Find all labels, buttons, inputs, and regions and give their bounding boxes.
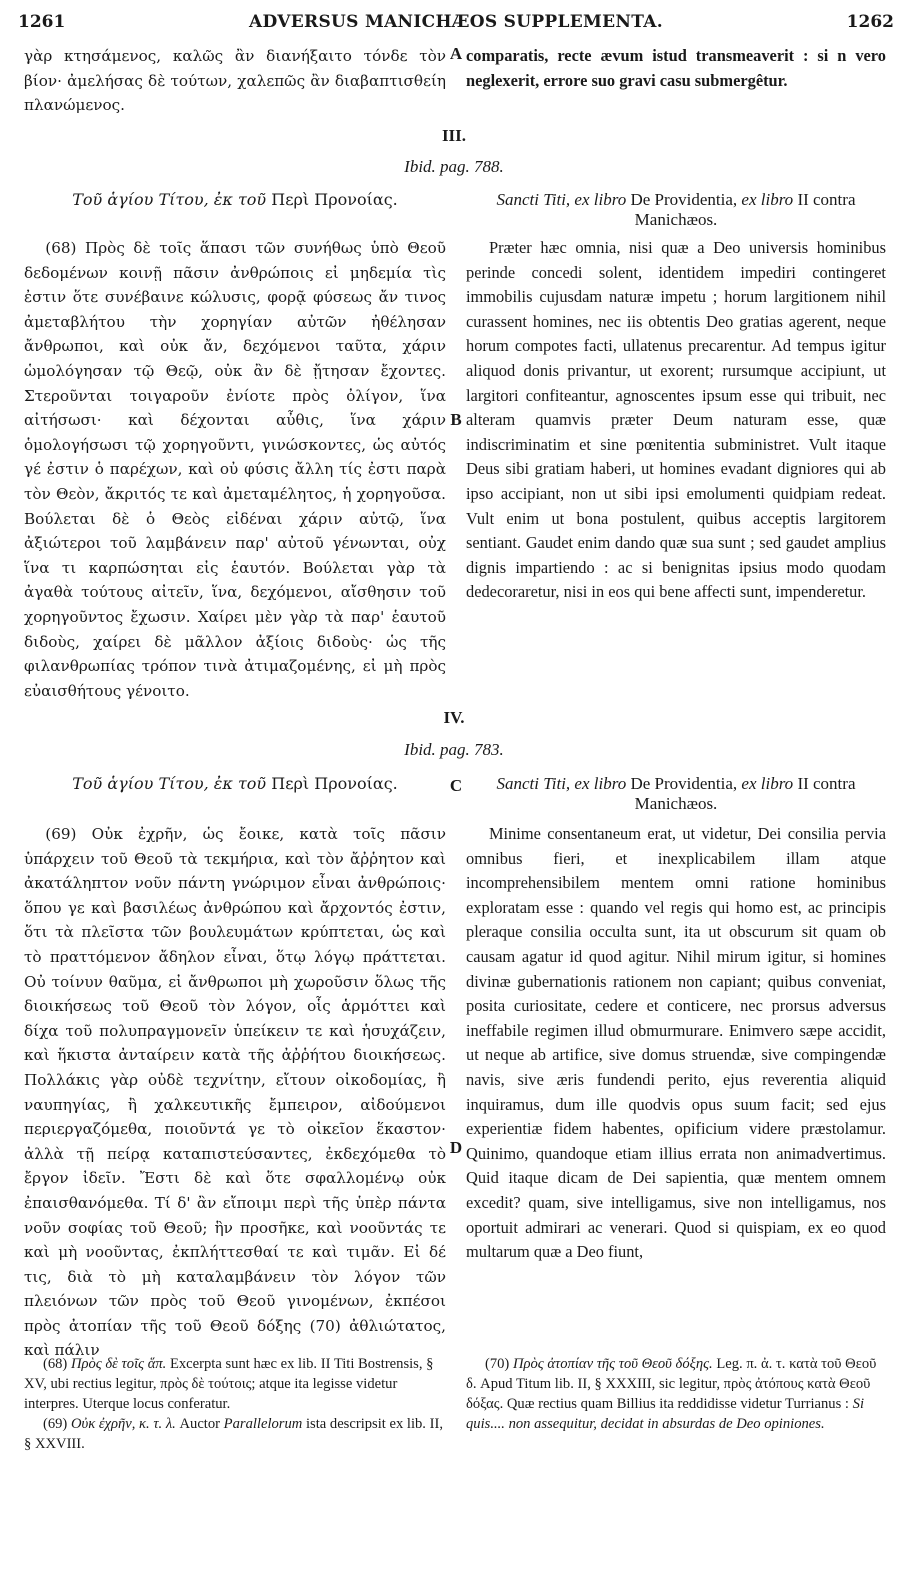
latin-title-iv-work: De Providentia, [630, 774, 738, 793]
latin-text-iv [466, 822, 886, 1265]
latin-title-iii-lead: Sancti Titi, ex libro [496, 190, 627, 209]
footnote-69-text: Auctor [179, 1416, 221, 1432]
footnote-70 [466, 1354, 886, 1434]
footnote-68-number: (68) [42, 1356, 68, 1372]
latin-text-iii [466, 236, 886, 605]
footnote-68-lemma: Πρὸς δὲ τοῖς ἅπ. [70, 1356, 167, 1372]
latin-title-iv-tail: ex libro [741, 774, 794, 793]
latin-paragraph-iv: Minime consentaneum erat, ut videtur, Dei consilia pervia omnibus fieri, et inexplicabilem illam atque incomprehensibilem mentem omni ratione hominibus exploratam esse : quando vel regis qui homo est, ac principis pleraque consilia occulta sunt, ita ut obscurum sit quam ob causam agatur id quod agitur. Nihil mirum igitur, si homines divinæ gubernationis rationem non capiant; quibus conveniat, posita curiositate, cedere et conticere, nec prorsus adversus ineffabile regimen illud obmurmurare. Enimvero sæpe accidit, ut neque ab artifice, sive domus struendæ, sive compingendæ navis, sive æris fundendi perito, ejus reverentia aliquid inquiramus, dum ille quodvis opus suum facit; sed ejus experientiæ fidem habentes, opificium videre præstolamur. Quinimo, quandoque etiam illius errata non animadvertimus. Quid itaque dicam de Dei sapientia, quæ mentem omnem excedit? quam, sive intelligamus, sive non intelligamus, nos oportuit admirari ac venerari. Quod si quispiam, ex eo quod multarum quæ a Deo fiunt, [466, 824, 886, 1262]
section-numeral-iii: III. [441, 126, 467, 145]
latin-continuation [466, 44, 886, 93]
footnote-69 [24, 1414, 444, 1454]
latin-title-iv [466, 774, 886, 814]
footnote-69-number: (69) [42, 1416, 68, 1432]
page-number-left: 1261 [18, 12, 66, 32]
greek-text-iii [24, 236, 446, 703]
greek-title-iii-main: Τοῦ ἁγίου Τίτου, ἐκ τοῦ [72, 190, 267, 209]
greek-title-iv-rest: Περὶ Προνοίας. [271, 774, 398, 793]
greek-title-iv [24, 774, 446, 794]
section-numeral-iv: IV. [443, 708, 465, 727]
footnote-69-italic: Parallelorum [223, 1416, 303, 1432]
greek-title-iii-rest: Περὶ Προνοίας. [271, 190, 398, 209]
footnote-69-source: ista descripsit ex lib. II, § XXVIII. [24, 1416, 443, 1452]
greek-continuation-text: γὰρ κτησάμενος, καλῶς ἂν διανήξαιτο τόνδε τὸν βίον· ἀμελήσας δὲ τούτων, χαλεπῶς ἂν διαβαπτισθείη πλανώμενος. [24, 47, 446, 115]
latin-continuation-text: comparatis, recte ævum istud transmeaverit : si n vero neglexerit, errore suo gravi casu submergêtur. [466, 46, 886, 90]
margin-marker-b: B [450, 410, 462, 429]
footnote-70-text: Leg. π. ἀ. τ. κατὰ τοῦ Θεοῦ δ. Apud Titum lib. II, § XXXIII, sic legitur, πρὸς ἀτόπους κατὰ Θεοῦ δόξας. Quæ rectius quam Billius ita reddidisse videtur Turrianus : [466, 1356, 877, 1412]
footnote-70-italic: Si quis.... non assequitur, decidat in absurdas de Deo opiniones. [466, 1396, 864, 1432]
footnote-68 [24, 1354, 444, 1414]
footnotes-left [24, 1354, 444, 1454]
section-iv-reference: Ibid. pag. 783. [404, 740, 504, 759]
latin-title-iv-book: II contra Manichæos. [634, 774, 856, 813]
greek-paragraph-69: (69) Οὐκ ἐχρῆν, ὡς ἔοικε, κατὰ τοῖς πᾶσιν ὑπάρχειν τοῦ Θεοῦ τὰ τεκμήρια, καὶ τὸν ἄῤῥητον καὶ ἀκατάληπτον νοῦν πάντη γνώριμον εἶναι ἀνθρώποις· ὅπου γε καὶ βασιλέως ἀνθρώπου καὶ ἄρχοντός ἐστιν, ὅτι τὰ πλεῖστα τῶν βουλευμάτων κρύπτεται, ὡς καὶ τὸ πραττόμενον ἄδηλον εἶναι, ὅτῳ λόγῳ πράττεται. Οὐ τοίνυν θαῦμα, εἰ ἄνθρωποι μὴ χωροῦσιν ὅλως τῆς διοικήσεως τοῦ Θεοῦ τὸν λόγον, οἷς ἁρμόττει καὶ δίχα τοῦ πολυπραγμονεῖν ὑπείκειν τε καὶ ἡσυχάζειν, καὶ ἥκιστα ἀνταίρειν κατὰ τῆς ἀῤῥήτου διοικήσεως. Πολλάκις γὰρ οὐδὲ τεχνίτην, εἴτουν οἰκοδομίας, ἢ ναυπηγίας, ἢ χαλκευτικῆς ἔμπειρον, αἰδούμενοι περιεργαζόμεθα, ποιοῦντά γε τὸ οἰκεῖον ἕκαστον· ἀλλὰ τῇ πείρᾳ καταπιστεύσαντες, ἐκδεχόμεθα τὸ ἔργον ἰδεῖν. Ἔστι δὲ καὶ ὅτε σφαλλομένῳ οὐκ ἐπαισθανόμεθα. Τί δ' ἂν εἴποιμι περὶ τῆς ὑπὲρ πάντα νοῦν σοφίας τοῦ Θεοῦ; ἣν προσῆκε, καὶ νοοῦντάς τε καὶ μὴ νοοῦντας, ἐκπλήττεσθαί τε καὶ τιμᾶν. Εἰ δέ τις, διὰ τὸ μὴ καταλαμβάνειν τὸν λόγον τῶν πλειόνων τῶν πρὸς τοῦ Θεοῦ γινομένων, ἐκπέσοι πρὸς ἀτοπίαν τῆς τοῦ Θεοῦ δόξης (70) ἀθλιώτατος, καὶ πάλιν [24, 825, 446, 1360]
latin-title-iii [466, 190, 886, 230]
footnotes-right [466, 1354, 886, 1434]
greek-text-iv [24, 822, 446, 1363]
section-iii-reference: Ibid. pag. 788. [404, 157, 504, 176]
running-title: ADVERSUS MANICHÆOS SUPPLEMENTA. [249, 12, 663, 32]
greek-title-iii [24, 190, 446, 210]
margin-marker-c: C [449, 776, 463, 795]
latin-title-iii-book: II contra Manichæos. [634, 190, 856, 229]
latin-paragraph-iii: Præter hæc omnia, nisi quæ a Deo universis hominibus perinde concedi solent, identidem impediri contingeret immobilis cujusdam naturæ impetu ; horum largitionem nihil curassent homines, nec iis obtentis Deo gratias agerent, neque horum compotes facti, ullatenus precarentur. Ad tempus igitur aliquod donis privantur, ut exorent; rursumque accipiunt, ut largitori confiteantur, agnoscentes ipsum esse qui tribuit, nec alteram quamvis præter Deum naturam esse, quæ indiscriminatim et sine pœnitentia subministret. Vult itaque Deus sibi gratiam haberi, ut homines evadant digniores qui ab ipso accipiant, non ut sibi ipsi emolumenti quidpiam redeat. Vult enim ut bona postulent, quibus acceptis largitorem sentiant. Gaudet enim dando quæ sua sunt ; sed gaudet amplius dignis impartiendo : ac si benignitas ipsius modo quodam dedecoraretur, nisi in eos qui bene affecti sunt, impenderetur. [466, 238, 886, 602]
page-number-right: 1262 [846, 12, 894, 32]
footnote-68-text: Excerpta sunt hæc ex lib. II Titi Bostrensis, § XV, ubi rectius legitur, πρὸς δὲ τούτοις; atque ita legisse videtur interpres. Uterque locus conferatur. [24, 1356, 434, 1412]
latin-title-iii-tail: ex libro [741, 190, 794, 209]
greek-title-iv-main: Τοῦ ἁγίου Τίτου, ἐκ τοῦ [72, 774, 267, 793]
latin-title-iii-work: De Providentia, [630, 190, 738, 209]
greek-continuation [24, 44, 446, 118]
footnote-69-lemma: Οὐκ ἐχρῆν, κ. τ. λ. [70, 1416, 176, 1432]
running-header [18, 12, 894, 38]
greek-paragraph-68: (68) Πρὸς δὲ τοῖς ἅπασι τῶν συνήθως ὑπὸ Θεοῦ δεδομένων κοινῇ πᾶσιν ἀνθρώποις εἰ μηδεμία τὶς ἐστιν ὅτε συνέβαινε κώλυσις, φορᾷ φύσεως ἄν τινος ἀμεταβλήτου τὴν χορηγίαν αὐτῶν ἠθέλησαν ἄνθρωποι, καὶ οὐκ ἄν, δεχόμενοι ταῦτα, χάριν ὡμολόγησαν τῷ Θεῷ, οὐκ ἂν δὲ ᾔτησαν ἔχοντες. Στεροῦνται τοιγαροῦν ἐνίοτε πρὸς ὀλίγον, ἵνα αἰτήσωσι· καὶ δέχονται αὖθις, ἵνα χάριν ὁμολογήσωσι τῷ χορηγοῦντι, γινώσκοντες, ὡς αὐτός γέ ἐστιν ὁ παρέχων, καὶ οὐ φύσις ἄλλη τίς ἐστι παρὰ τὸν Θεὸν, ἄκριτός τε καὶ ἀμεταμέλητος, ἡ χορηγοῦσα. Βούλεται δὲ ὁ Θεὸς εἰδέναι χάριν αὐτῷ, ἵνα ἀξιώτεροι τοῦ λαμβάνειν παρ' αὐτοῦ γένωνται, οὐχ ἵνα τι καρπώσηται εἰς ἑαυτόν. Βούλεται γὰρ τὰ ἀγαθὰ τούτους αἰτεῖν, ἵνα, δεχόμενοι, αἴσθησιν τοῦ χορηγοῦντος ἔχωσιν. Χαίρει μὲν γὰρ τὰ παρ' ἑαυτοῦ διδοὺς, χαίρει δὲ μᾶλλον ἀξίοις διδοὺς· ὡς τῆς φιλανθρωπίας τρόπον τινὰ ἀτιμαζομένης, εἰ μὴ πρὸς εὐαισθήτους γένοιτο. [24, 239, 446, 700]
latin-title-iv-lead: Sancti Titi, ex libro [496, 774, 627, 793]
margin-marker-a: A [449, 44, 463, 63]
margin-marker-d: D [449, 1138, 463, 1157]
footnote-70-lemma: Πρὸς ἀτοπίαν τῆς τοῦ Θεοῦ δόξης. [512, 1356, 713, 1372]
footnote-70-number: (70) [484, 1356, 510, 1372]
